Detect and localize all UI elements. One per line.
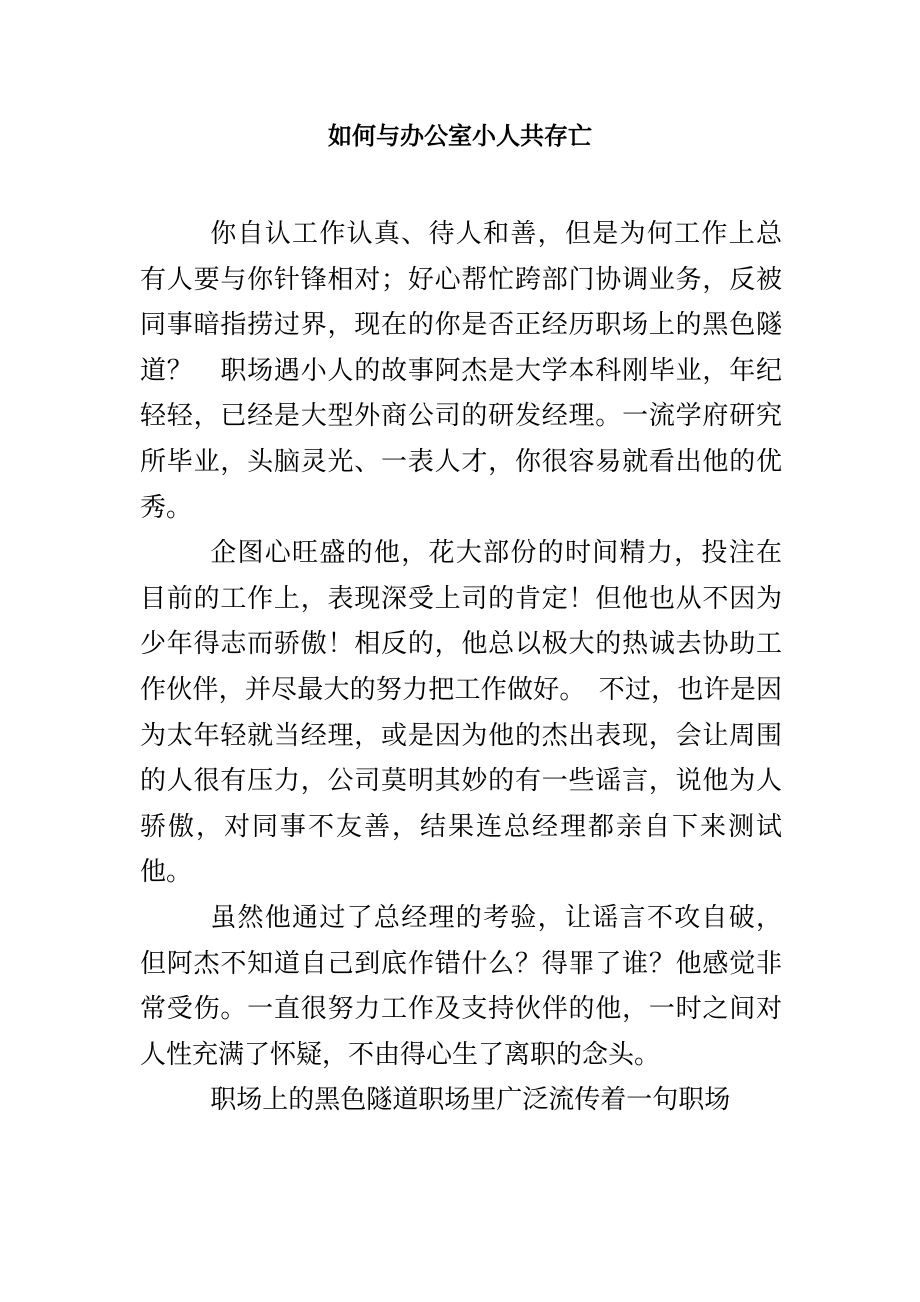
paragraph-3: 虽然他通过了总经理的考验，让谣言不攻自破，但阿杰不知道自己到底作错什么？得罪了谁？他感觉非常受伤。一直很努力工作及支持伙伴的他，一时之间对人性充满了怀疑，不由得心生了离职的念头。 [140, 902, 782, 1070]
paragraph-4: 职场上的黑色隧道职场里广泛流传着一句职场 [210, 1085, 731, 1116]
paragraph-2: 企图心旺盛的他，花大部份的时间精力，投注在目前的工作上，表现深受上司的肯定！但他也从不因为少年得志而骄傲！相反的，他总以极大的热诚去协助工作伙伴，并尽最大的努力把工作做好。 不过，也许是因为太年轻就当经理，或是因为他的杰出表现，会让周围的人很有压力，公司莫明其妙的有一些谣言，说他为人骄傲，对同事不友善，结果连总经理都亲自下来测试他。 [140, 538, 782, 888]
document-body [140, 212, 782, 1124]
document-title: 如何与办公室小人共存亡 [328, 121, 592, 150]
paragraph-1: 你自认工作认真、待人和善，但是为何工作上总有人要与你针锋相对；好心帮忙跨部门协调业务，反被同事暗指捞过界，现在的你是否正经历职场上的黑色隧道？ 职场遇小人的故事阿杰是大学本科刚毕业，年纪轻轻，已经是大型外商公司的研发经理。一流学府研究所毕业，头脑灵光、一表人才，你很容易就看出他的优秀。 [140, 219, 782, 523]
